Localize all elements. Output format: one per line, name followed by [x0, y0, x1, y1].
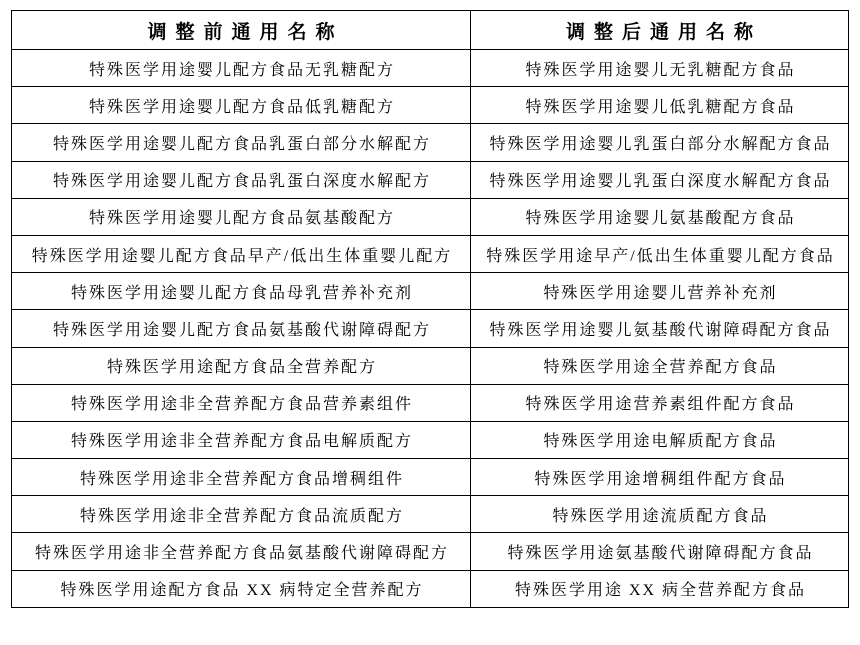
cell-before-name: 特殊医学用途婴儿配方食品氨基酸配方: [12, 198, 471, 235]
cell-after-name: 特殊医学用途婴儿氨基酸代谢障碍配方食品: [471, 310, 849, 347]
cell-after-name: 特殊医学用途增稠组件配方食品: [471, 459, 849, 496]
table-row: [12, 273, 849, 310]
cell-before-name: 特殊医学用途非全营养配方食品氨基酸代谢障碍配方: [12, 533, 471, 570]
cell-before-name: 特殊医学用途婴儿配方食品早产/低出生体重婴儿配方: [12, 235, 471, 272]
table-row: [12, 124, 849, 161]
cell-before-name: 特殊医学用途婴儿配方食品母乳营养补充剂: [12, 273, 471, 310]
cell-after-name: 特殊医学用途婴儿氨基酸配方食品: [471, 198, 849, 235]
table-row: [12, 161, 849, 198]
cell-before-name: 特殊医学用途婴儿配方食品无乳糖配方: [12, 50, 471, 87]
name-adjustment-table: [11, 10, 849, 608]
cell-before-name: 特殊医学用途婴儿配方食品乳蛋白深度水解配方: [12, 161, 471, 198]
cell-after-name: 特殊医学用途流质配方食品: [471, 496, 849, 533]
table-row: [12, 496, 849, 533]
cell-after-name: 特殊医学用途婴儿营养补充剂: [471, 273, 849, 310]
header-before-adjustment: 调整前通用名称: [12, 11, 471, 50]
cell-before-name: 特殊医学用途非全营养配方食品增稠组件: [12, 459, 471, 496]
cell-after-name: 特殊医学用途氨基酸代谢障碍配方食品: [471, 533, 849, 570]
cell-before-name: 特殊医学用途非全营养配方食品电解质配方: [12, 421, 471, 458]
header-row: [12, 11, 849, 50]
table-row: [12, 421, 849, 458]
cell-after-name: 特殊医学用途电解质配方食品: [471, 421, 849, 458]
cell-after-name: 特殊医学用途婴儿无乳糖配方食品: [471, 50, 849, 87]
table-row: [12, 533, 849, 570]
table-row: [12, 50, 849, 87]
cell-before-name: 特殊医学用途配方食品 XX 病特定全营养配方: [12, 570, 471, 607]
cell-before-name: 特殊医学用途非全营养配方食品营养素组件: [12, 384, 471, 421]
cell-before-name: 特殊医学用途非全营养配方食品流质配方: [12, 496, 471, 533]
cell-after-name: 特殊医学用途全营养配方食品: [471, 347, 849, 384]
cell-after-name: 特殊医学用途早产/低出生体重婴儿配方食品: [471, 235, 849, 272]
cell-before-name: 特殊医学用途配方食品全营养配方: [12, 347, 471, 384]
table-row: [12, 198, 849, 235]
cell-after-name: 特殊医学用途营养素组件配方食品: [471, 384, 849, 421]
table-row: [12, 347, 849, 384]
cell-before-name: 特殊医学用途婴儿配方食品乳蛋白部分水解配方: [12, 124, 471, 161]
cell-after-name: 特殊医学用途婴儿乳蛋白部分水解配方食品: [471, 124, 849, 161]
table-row: [12, 570, 849, 607]
table-row: [12, 384, 849, 421]
header-after-adjustment: 调整后通用名称: [471, 11, 849, 50]
table-row: [12, 310, 849, 347]
table-row: [12, 459, 849, 496]
table-row: [12, 235, 849, 272]
cell-after-name: 特殊医学用途婴儿乳蛋白深度水解配方食品: [471, 161, 849, 198]
cell-after-name: 特殊医学用途婴儿低乳糖配方食品: [471, 87, 849, 124]
cell-after-name: 特殊医学用途 XX 病全营养配方食品: [471, 570, 849, 607]
cell-before-name: 特殊医学用途婴儿配方食品低乳糖配方: [12, 87, 471, 124]
table-row: [12, 87, 849, 124]
cell-before-name: 特殊医学用途婴儿配方食品氨基酸代谢障碍配方: [12, 310, 471, 347]
